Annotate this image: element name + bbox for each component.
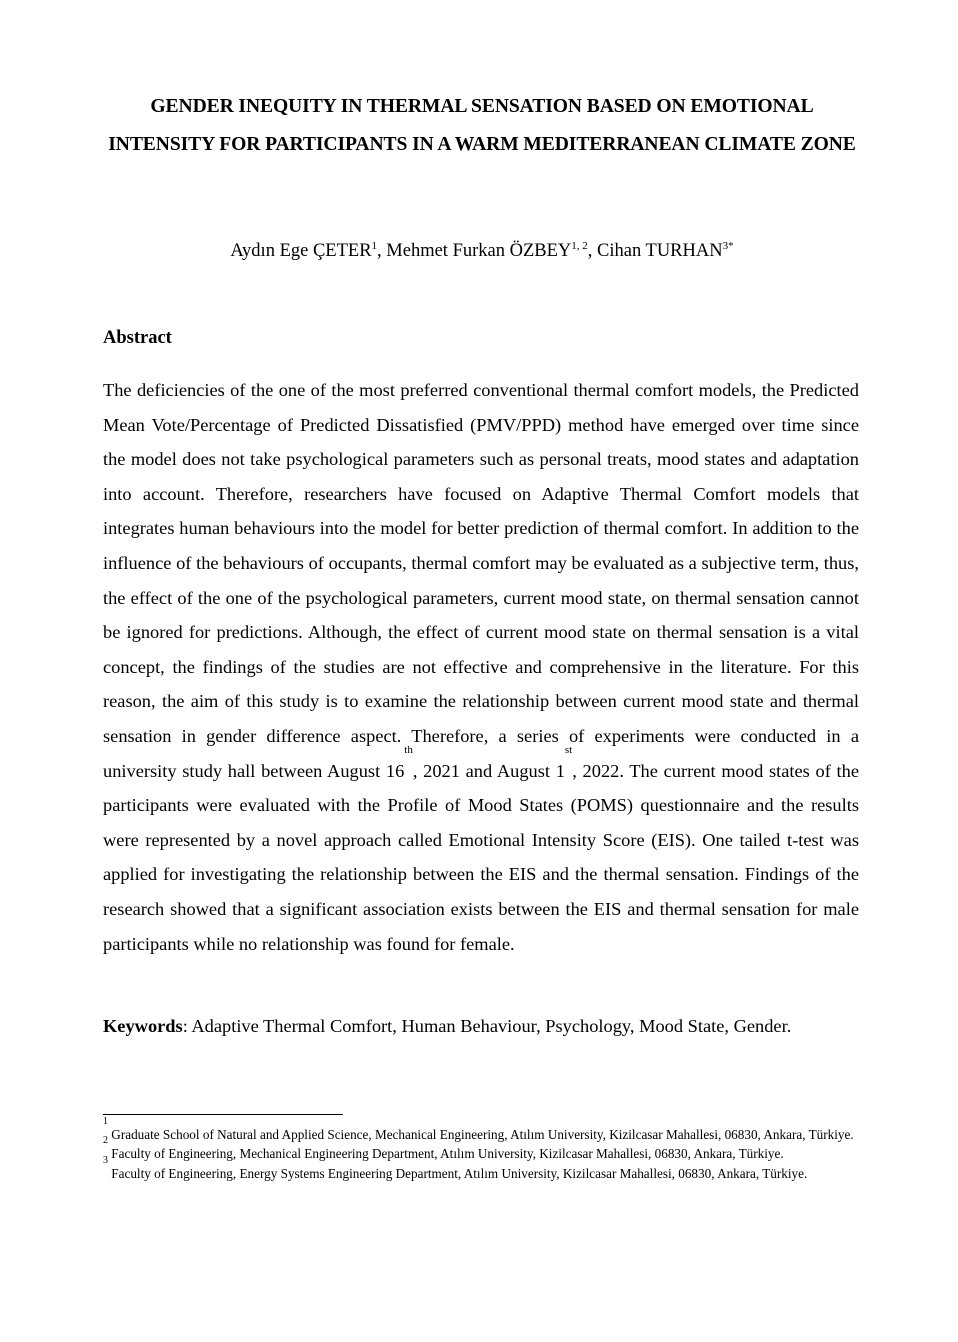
footnote-text: Faculty of Engineering, Energy Systems Engineering Department, Atılım University, Kizilcasar Mahallesi, 06830, Ankara, Türkiye.: [111, 1165, 808, 1181]
author-separator: ,: [377, 241, 387, 261]
author-list: [96, 237, 868, 265]
abstract-text: , 2022. The current mood states of the participants were evaluated with the Profile of Mood States (POMS) questionnaire and the results were represented by a novel approach called Emotional Intensity Score (EIS). One tailed t-test was applied for investigating the relationship between the EIS and the thermal sensation. Findings of the research showed that a significant association exists between the EIS and thermal sensation for male participants while no relationship was found for female.: [103, 760, 860, 954]
keywords-label: Keywords: [103, 1016, 183, 1036]
author-affiliation-marker: 3*: [722, 240, 734, 252]
footnote-text: Graduate School of Natural and Applied Science, Mechanical Engineering, Atılım University, Kizilcasar Mahallesi, 06830, Ankara, Türkiye.: [111, 1127, 854, 1142]
author-name: Mehmet Furkan ÖZBEY: [386, 241, 572, 261]
footnote-text: Faculty of Engineering, Mechanical Engineering Department, Atılım University, Kizilcasar Mahallesi, 06830, Ankara, Türkiye.: [111, 1146, 784, 1162]
footnote-number: 1: [103, 1116, 108, 1127]
abstract-heading: Abstract: [103, 328, 172, 348]
author-affiliation-marker: 1: [371, 240, 378, 252]
author-name: Cihan TURHAN: [597, 241, 723, 261]
ordinal-superscript: st: [564, 743, 573, 756]
footnote-divider: [103, 1114, 343, 1115]
footnote-number: 2: [103, 1135, 108, 1147]
footnote-item: [103, 1135, 859, 1163]
abstract-body: [103, 373, 859, 961]
author-affiliation-marker: 1, 2: [571, 240, 588, 252]
footnote-item: [103, 1116, 859, 1147]
author-name: Aydın Ege ÇETER: [230, 241, 372, 261]
ordinal-superscript: th: [404, 743, 413, 756]
footnotes: [103, 1116, 859, 1183]
footnote-number: 3: [103, 1154, 108, 1166]
paper-title: GENDER INEQUITY IN THERMAL SENSATION BASED ON EMOTIONAL INTENSITY FOR PARTICIPANTS IN A WARM MEDITERRANEAN CLIMATE ZONE: [108, 96, 856, 155]
author-separator: ,: [587, 241, 598, 261]
abstract-text: The deficiencies of the one of the most preferred conventional thermal comfort models, the Predicted Mean Vote/Percentage of Predicted Dissatisfied (PMV/PPD) method have emerged over time since the model does not take psychological parameters such as personal treats, mood states and adaptation into account. Therefore, researchers have focused on Adaptive Thermal Comfort models that integrates human behaviours into the model for better prediction of thermal comfort. In addition to the influence of the behaviours of occupants, thermal comfort may be evaluated as a subjective term, thus, the effect of the one of the psychological parameters, current mood state, on thermal sensation cannot be ignored for predictions. Although, the effect of current mood state on thermal sensation is a vital concept, the findings of the studies are not effective and comprehensive in the literature. For this reason, the aim of this study is to examine the relationship between current mood state and thermal sensation in gender difference aspect. Therefore, a series of experiments were conducted in a university study hall between August 16: [103, 380, 859, 781]
abstract-text: , 2021 and August 1: [412, 760, 565, 781]
keywords-line: [103, 1012, 863, 1040]
keywords-text: : Adaptive Thermal Comfort, Human Behaviour, Psychology, Mood State, Gender.: [182, 1016, 792, 1036]
